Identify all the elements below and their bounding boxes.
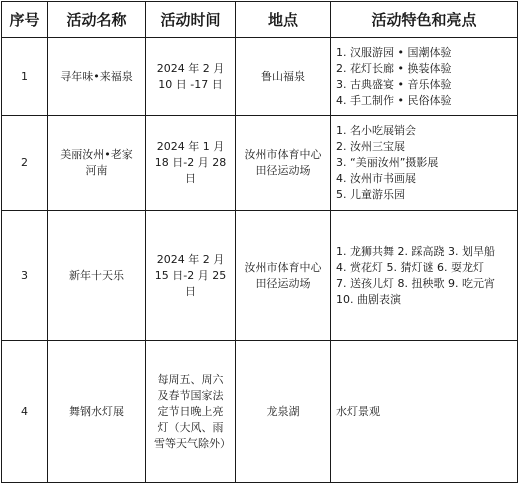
row-number: 1 <box>2 38 48 116</box>
activity-time: 2024 年 2 月 15 日-2 月 25 日 <box>146 211 236 341</box>
feature-line: 水灯景观 <box>336 404 380 418</box>
activity-name: 美丽汝州•老家河南 <box>48 116 146 211</box>
feature-line: 3. 古典盛宴 • 音乐体验 <box>336 77 452 91</box>
feature-line: 4. 手工制作 • 民俗体验 <box>336 93 452 107</box>
activity-location: 汝州市体育中心田径运动场 <box>236 116 331 211</box>
activity-table <box>1 1 518 483</box>
table-row <box>2 341 518 483</box>
activity-time: 2024 年 1 月 18 日-2 月 28 日 <box>146 116 236 211</box>
feature-line: 1. 汉服游园 • 国潮体验 <box>336 45 452 59</box>
table-row <box>2 38 518 116</box>
activity-location: 龙泉湖 <box>236 341 331 483</box>
activity-features <box>331 116 518 211</box>
header-features: 活动特色和亮点 <box>331 2 518 38</box>
table-row <box>2 211 518 341</box>
feature-line: 4. 赏花灯 5. 猜灯谜 6. 耍龙灯 <box>336 260 484 274</box>
table-row <box>2 116 518 211</box>
activity-features <box>331 341 518 483</box>
feature-line: 5. 儿童游乐园 <box>336 188 405 201</box>
feature-line: 1. 龙狮共舞 2. 踩高跷 3. 划旱船 <box>336 244 495 258</box>
header-row <box>2 2 518 38</box>
header-location: 地点 <box>236 2 331 38</box>
feature-line: 10. 曲剧表演 <box>336 292 401 306</box>
header-time: 活动时间 <box>146 2 236 38</box>
activity-location: 鲁山福泉 <box>236 38 331 116</box>
feature-line: 3. “美丽汝州”摄影展 <box>336 156 439 169</box>
row-number: 4 <box>2 341 48 483</box>
activity-name: 新年十天乐 <box>48 211 146 341</box>
feature-line: 7. 送孩儿灯 8. 扭秧歌 9. 吃元宵 <box>336 276 495 290</box>
activity-time: 每周五、周六及春节国家法定节日晚上亮灯（大风、雨雪等天气除外） <box>146 341 236 483</box>
activity-location: 汝州市体育中心田径运动场 <box>236 211 331 341</box>
feature-line: 1. 名小吃展销会 <box>336 124 416 137</box>
activity-time: 2024 年 2 月 10 日 -17 日 <box>146 38 236 116</box>
header-name: 活动名称 <box>48 2 146 38</box>
activity-name: 舞钢水灯展 <box>48 341 146 483</box>
activity-features <box>331 211 518 341</box>
header-no: 序号 <box>2 2 48 38</box>
activity-features <box>331 38 518 116</box>
activity-name: 寻年味•来福泉 <box>48 38 146 116</box>
row-number: 2 <box>2 116 48 211</box>
feature-line: 4. 汝州市书画展 <box>336 172 416 185</box>
feature-line: 2. 花灯长廊 • 换装体验 <box>336 61 452 75</box>
row-number: 3 <box>2 211 48 341</box>
feature-line: 2. 汝州三宝展 <box>336 140 405 153</box>
